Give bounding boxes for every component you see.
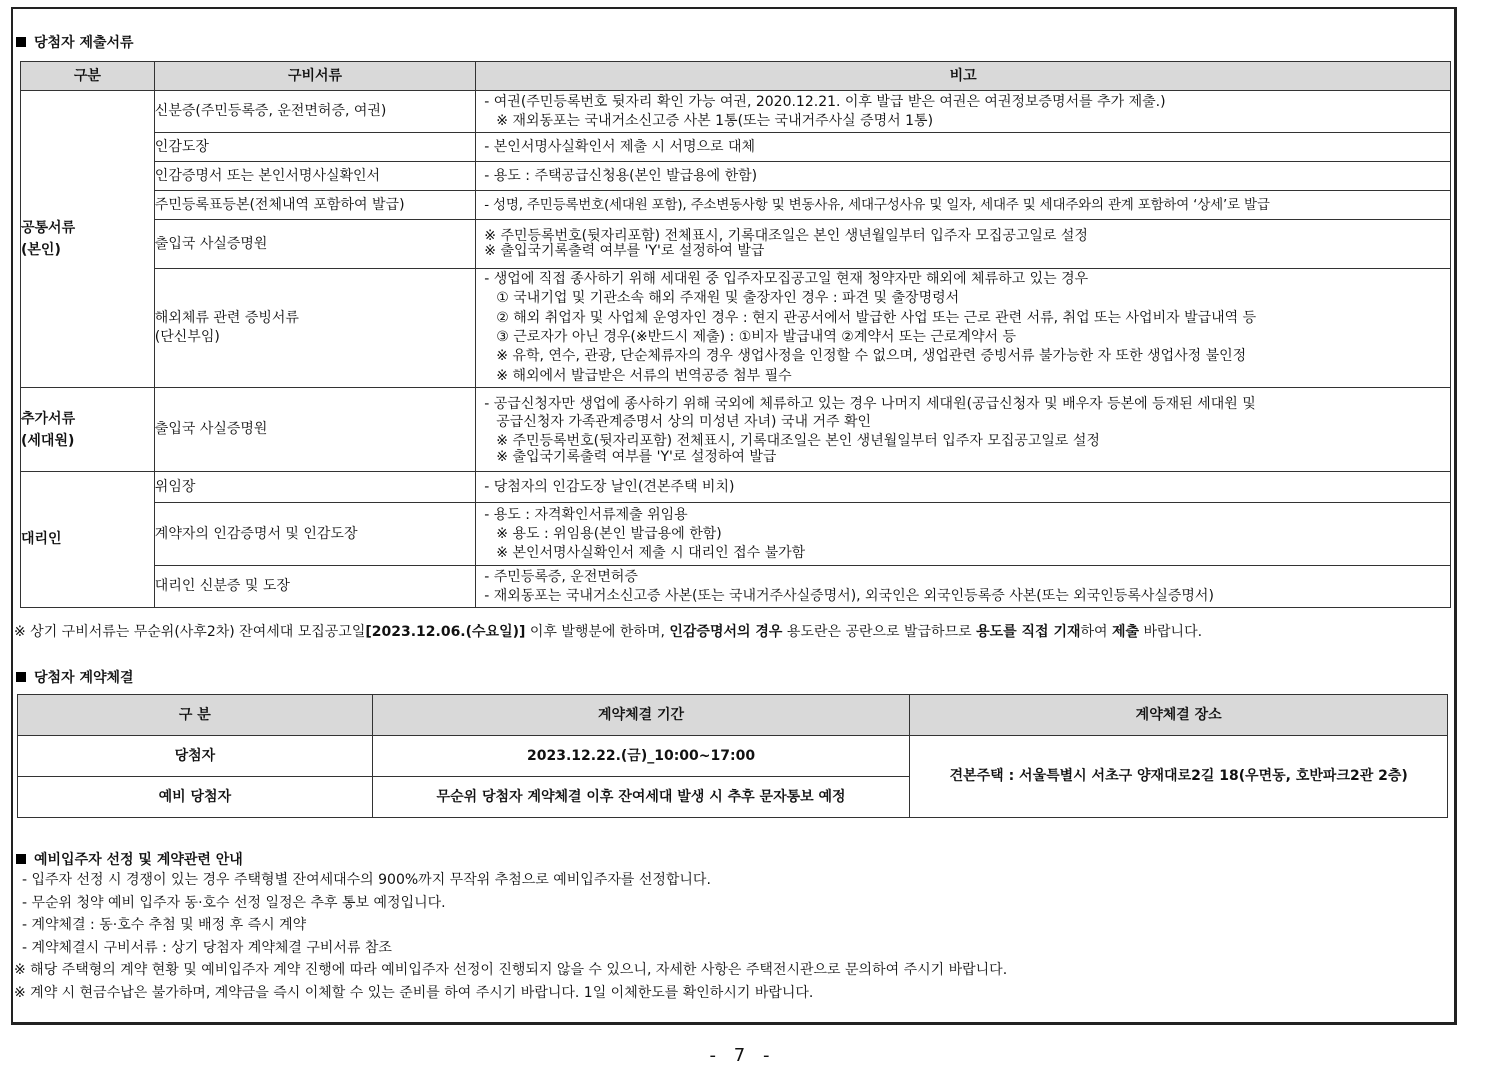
footnote-text: 용도란은 공란으로 발급하므로: [782, 624, 977, 640]
group-extra: 추가서류 (세대원): [21, 388, 155, 472]
table-row: [21, 566, 1451, 608]
doc-cell: 출입국 사실증명원: [154, 220, 475, 269]
table-row: [21, 220, 1451, 269]
note-line: ※ 용도 : 위임용(본인 발급용에 한함): [496, 525, 722, 542]
table-row: [21, 91, 1451, 133]
square-bullet-icon: [16, 854, 26, 864]
table-row: [21, 133, 1451, 162]
note-line: ※ 본인서명사실확인서 제출 시 대리인 접수 불가함: [496, 544, 806, 561]
doc-cell: 인감도장: [154, 133, 475, 162]
note-line: ① 국내기업 및 기관소속 해외 주재원 및 출장자인 경우 : 파견 및 출장명령서: [496, 290, 960, 307]
note-cell: [476, 162, 1451, 191]
waitlist-items: [22, 869, 711, 959]
section-title-documents: [16, 32, 134, 52]
note-line: ※ 출입국기록출력 여부를 'Y'로 설정하여 발급: [484, 243, 765, 259]
note-cell: [476, 91, 1451, 133]
group-agent: 대리인: [21, 472, 155, 608]
square-bullet-icon: [16, 672, 26, 682]
section-title-text: 예비입주자 선정 및 계약관련 안내: [34, 852, 243, 868]
contract-table: [17, 694, 1448, 818]
note-cell: [476, 133, 1451, 162]
note-cell: [476, 388, 1451, 472]
doc-cell: 해외체류 관련 증빙서류 (단신부임): [154, 269, 475, 388]
list-item: - 무순위 청약 예비 입주자 동·호수 선정 일정은 추후 통보 예정입니다.: [22, 894, 446, 911]
contract-period: 2023.12.22.(금)_10:00~17:00: [372, 736, 910, 777]
doc-cell: 대리인 신분증 및 도장: [154, 566, 475, 608]
footnote-bold: 용도를 직접 기재: [976, 624, 1081, 640]
group-common: 공통서류 (본인): [21, 91, 155, 388]
note-line: - 주민등록증, 운전면허증: [484, 568, 638, 585]
note-line: ② 해외 취업자 및 사업체 운영자인 경우 : 현지 관공서에서 발급한 사업 또는 근로 관련 서류, 취업 또는 사업비자 발급내역 등: [496, 309, 1257, 326]
table-row: [18, 736, 1448, 777]
footnote-text: 바랍니다.: [1139, 624, 1203, 640]
contract-place: 견본주택 : 서울특별시 서초구 양재대로2길 18(우면동, 호반파크2관 2층): [910, 736, 1448, 818]
table-row: [21, 472, 1451, 503]
contract-period: 무순위 당첨자 계약체결 이후 잔여세대 발생 시 추후 문자통보 예정: [372, 777, 910, 818]
note-line: - 성명, 주민등록번호(세대원 포함), 주소변동사항 및 변동사유, 세대구성사유 및 일자, 세대주 및 세대주와의 관계 포함하여 ‘상세’로 발급: [484, 196, 1270, 213]
documents-footnote: [14, 621, 1202, 641]
note-line: - 용도 : 주택공급신청용(본인 발급용에 한함): [484, 167, 758, 184]
note-line: ※ 해외에서 발급받은 서류의 번역공증 첨부 필수: [496, 367, 792, 384]
contract-label: 당첨자: [18, 736, 373, 777]
footnote-bold: [2023.12.06.(수요일)]: [365, 624, 526, 640]
list-item: ※ 계약 시 현금수납은 불가하며, 계약금을 즉시 이체할 수 있는 준비를 하여 주시기 바랍니다. 1일 이체한도를 확인하시기 바랍니다.: [14, 984, 814, 1001]
note-line: - 생업에 직접 종사하기 위해 세대원 중 입주자모집공고일 현재 청약자만 해외에 체류하고 있는 경우: [484, 270, 1089, 287]
note-line: ※ 재외동포는 국내거소신고증 사본 1통(또는 국내거주사실 증명서 1통): [496, 112, 934, 129]
waitlist-notes: [14, 959, 1007, 1004]
header-remarks: 비고: [476, 62, 1451, 91]
note-line: - 당첨자의 인감도장 날인(견본주택 비치): [484, 478, 735, 495]
table-row: [21, 162, 1451, 191]
contract-label: 예비 당첨자: [18, 777, 373, 818]
table-row: [21, 269, 1451, 388]
note-line: - 공급신청자만 생업에 종사하기 위해 국외에 체류하고 있는 경우 나머지 세대원(공급신청자 및 배우자 등본에 등재된 세대원 및: [484, 395, 1256, 412]
note-line: - 본인서명사실확인서 제출 시 서명으로 대체: [484, 138, 756, 155]
note-cell: [476, 503, 1451, 566]
section-title-text: 당첨자 계약체결: [34, 670, 134, 686]
list-item: - 계약체결시 구비서류 : 상기 당첨자 계약체결 구비서류 참조: [22, 939, 392, 956]
footnote-text: ※ 상기 구비서류는 무순위(사후2차) 잔여세대 모집공고일: [14, 624, 366, 640]
doc-cell: 주민등록표등본(전체내역 포함하여 발급): [154, 191, 475, 220]
doc-cell: 계약자의 인감증명서 및 인감도장: [154, 503, 475, 566]
note-line: 공급신청자 가족관계증명서 상의 미성년 자녀) 국내 거주 확인: [496, 414, 871, 431]
table-header-row: [18, 695, 1448, 736]
footnote-text: 하여: [1080, 624, 1112, 640]
footnote-bold: 인감증명서의 경우: [669, 624, 783, 640]
square-bullet-icon: [16, 37, 26, 47]
note-line: ※ 주민등록번호(뒷자리포함) 전체표시, 기록대조일은 본인 생년월일부터 입주자 모집공고일로 설정: [496, 432, 1100, 449]
list-item: - 입주자 선정 시 경쟁이 있는 경우 주택형별 잔여세대수의 900%까지 무작위 추첨으로 예비입주자를 선정합니다.: [22, 872, 711, 888]
note-line: ※ 출입국기록출력 여부를 'Y'로 설정하여 발급: [496, 449, 777, 466]
note-cell: [476, 191, 1451, 220]
table-header-row: [21, 62, 1451, 91]
footnote-text: 이후 발행분에 한하며,: [525, 624, 670, 640]
list-item: - 계약체결 : 동·호수 추첨 및 배정 후 즉시 계약: [22, 917, 307, 934]
note-line: - 용도 : 자격확인서류제출 위임용: [484, 506, 688, 523]
note-line: - 여권(주민등록번호 뒷자리 확인 가능 여권, 2020.12.21. 이후 발급 받은 여권은 여권정보증명서를 추가 제출.): [484, 93, 1166, 110]
section-title-text: 당첨자 제출서류: [34, 35, 134, 51]
table-row: [21, 191, 1451, 220]
table-row: [21, 388, 1451, 472]
header-documents: 구비서류: [154, 62, 475, 91]
section-title-contract: [16, 667, 134, 687]
list-item: ※ 해당 주택형의 계약 현황 및 예비입주자 계약 진행에 따라 예비입주자 선정이 진행되지 않을 수 있으니, 자세한 사항은 주택전시관으로 문의하여 주시기 바랍니다.: [14, 962, 1008, 978]
header-category: 구 분: [18, 695, 373, 736]
table-row: [21, 503, 1451, 566]
note-cell: [476, 220, 1451, 269]
doc-cell: 신분증(주민등록증, 운전면허증, 여권): [154, 91, 475, 133]
header-category: 구분: [21, 62, 155, 91]
header-place: 계약체결 장소: [910, 695, 1448, 736]
note-cell: [476, 269, 1451, 388]
doc-cell: 출입국 사실증명원: [154, 388, 475, 472]
header-period: 계약체결 기간: [372, 695, 910, 736]
doc-cell: 위임장: [154, 472, 475, 503]
footnote-bold: 제출: [1112, 624, 1140, 640]
section-title-waitlist: [16, 849, 243, 869]
note-line: ※ 유학, 연수, 관광, 단순체류자의 경우 생업사정을 인정할 수 없으며, 생업관련 증빙서류 불가능한 자 또한 생업사정 불인정: [496, 348, 1247, 365]
note-line: ③ 근로자가 아닌 경우(※반드시 제출) : ①비자 발급내역 ②계약서 또는 근로계약서 등: [496, 329, 1016, 345]
note-line: ※ 주민등록번호(뒷자리포함) 전체표시, 기록대조일은 본인 생년월일부터 입주자 모집공고일로 설정: [484, 228, 1088, 244]
page-number: - 7 -: [709, 1045, 776, 1066]
note-line: - 재외동포는 국내거소신고증 사본(또는 국내거주사실증명서), 외국인은 외국인등록증 사본(또는 외국인등록사실증명서): [484, 587, 1214, 604]
doc-cell: 인감증명서 또는 본인서명사실확인서: [154, 162, 475, 191]
note-cell: [476, 566, 1451, 608]
documents-table: [20, 61, 1451, 608]
note-cell: [476, 472, 1451, 503]
